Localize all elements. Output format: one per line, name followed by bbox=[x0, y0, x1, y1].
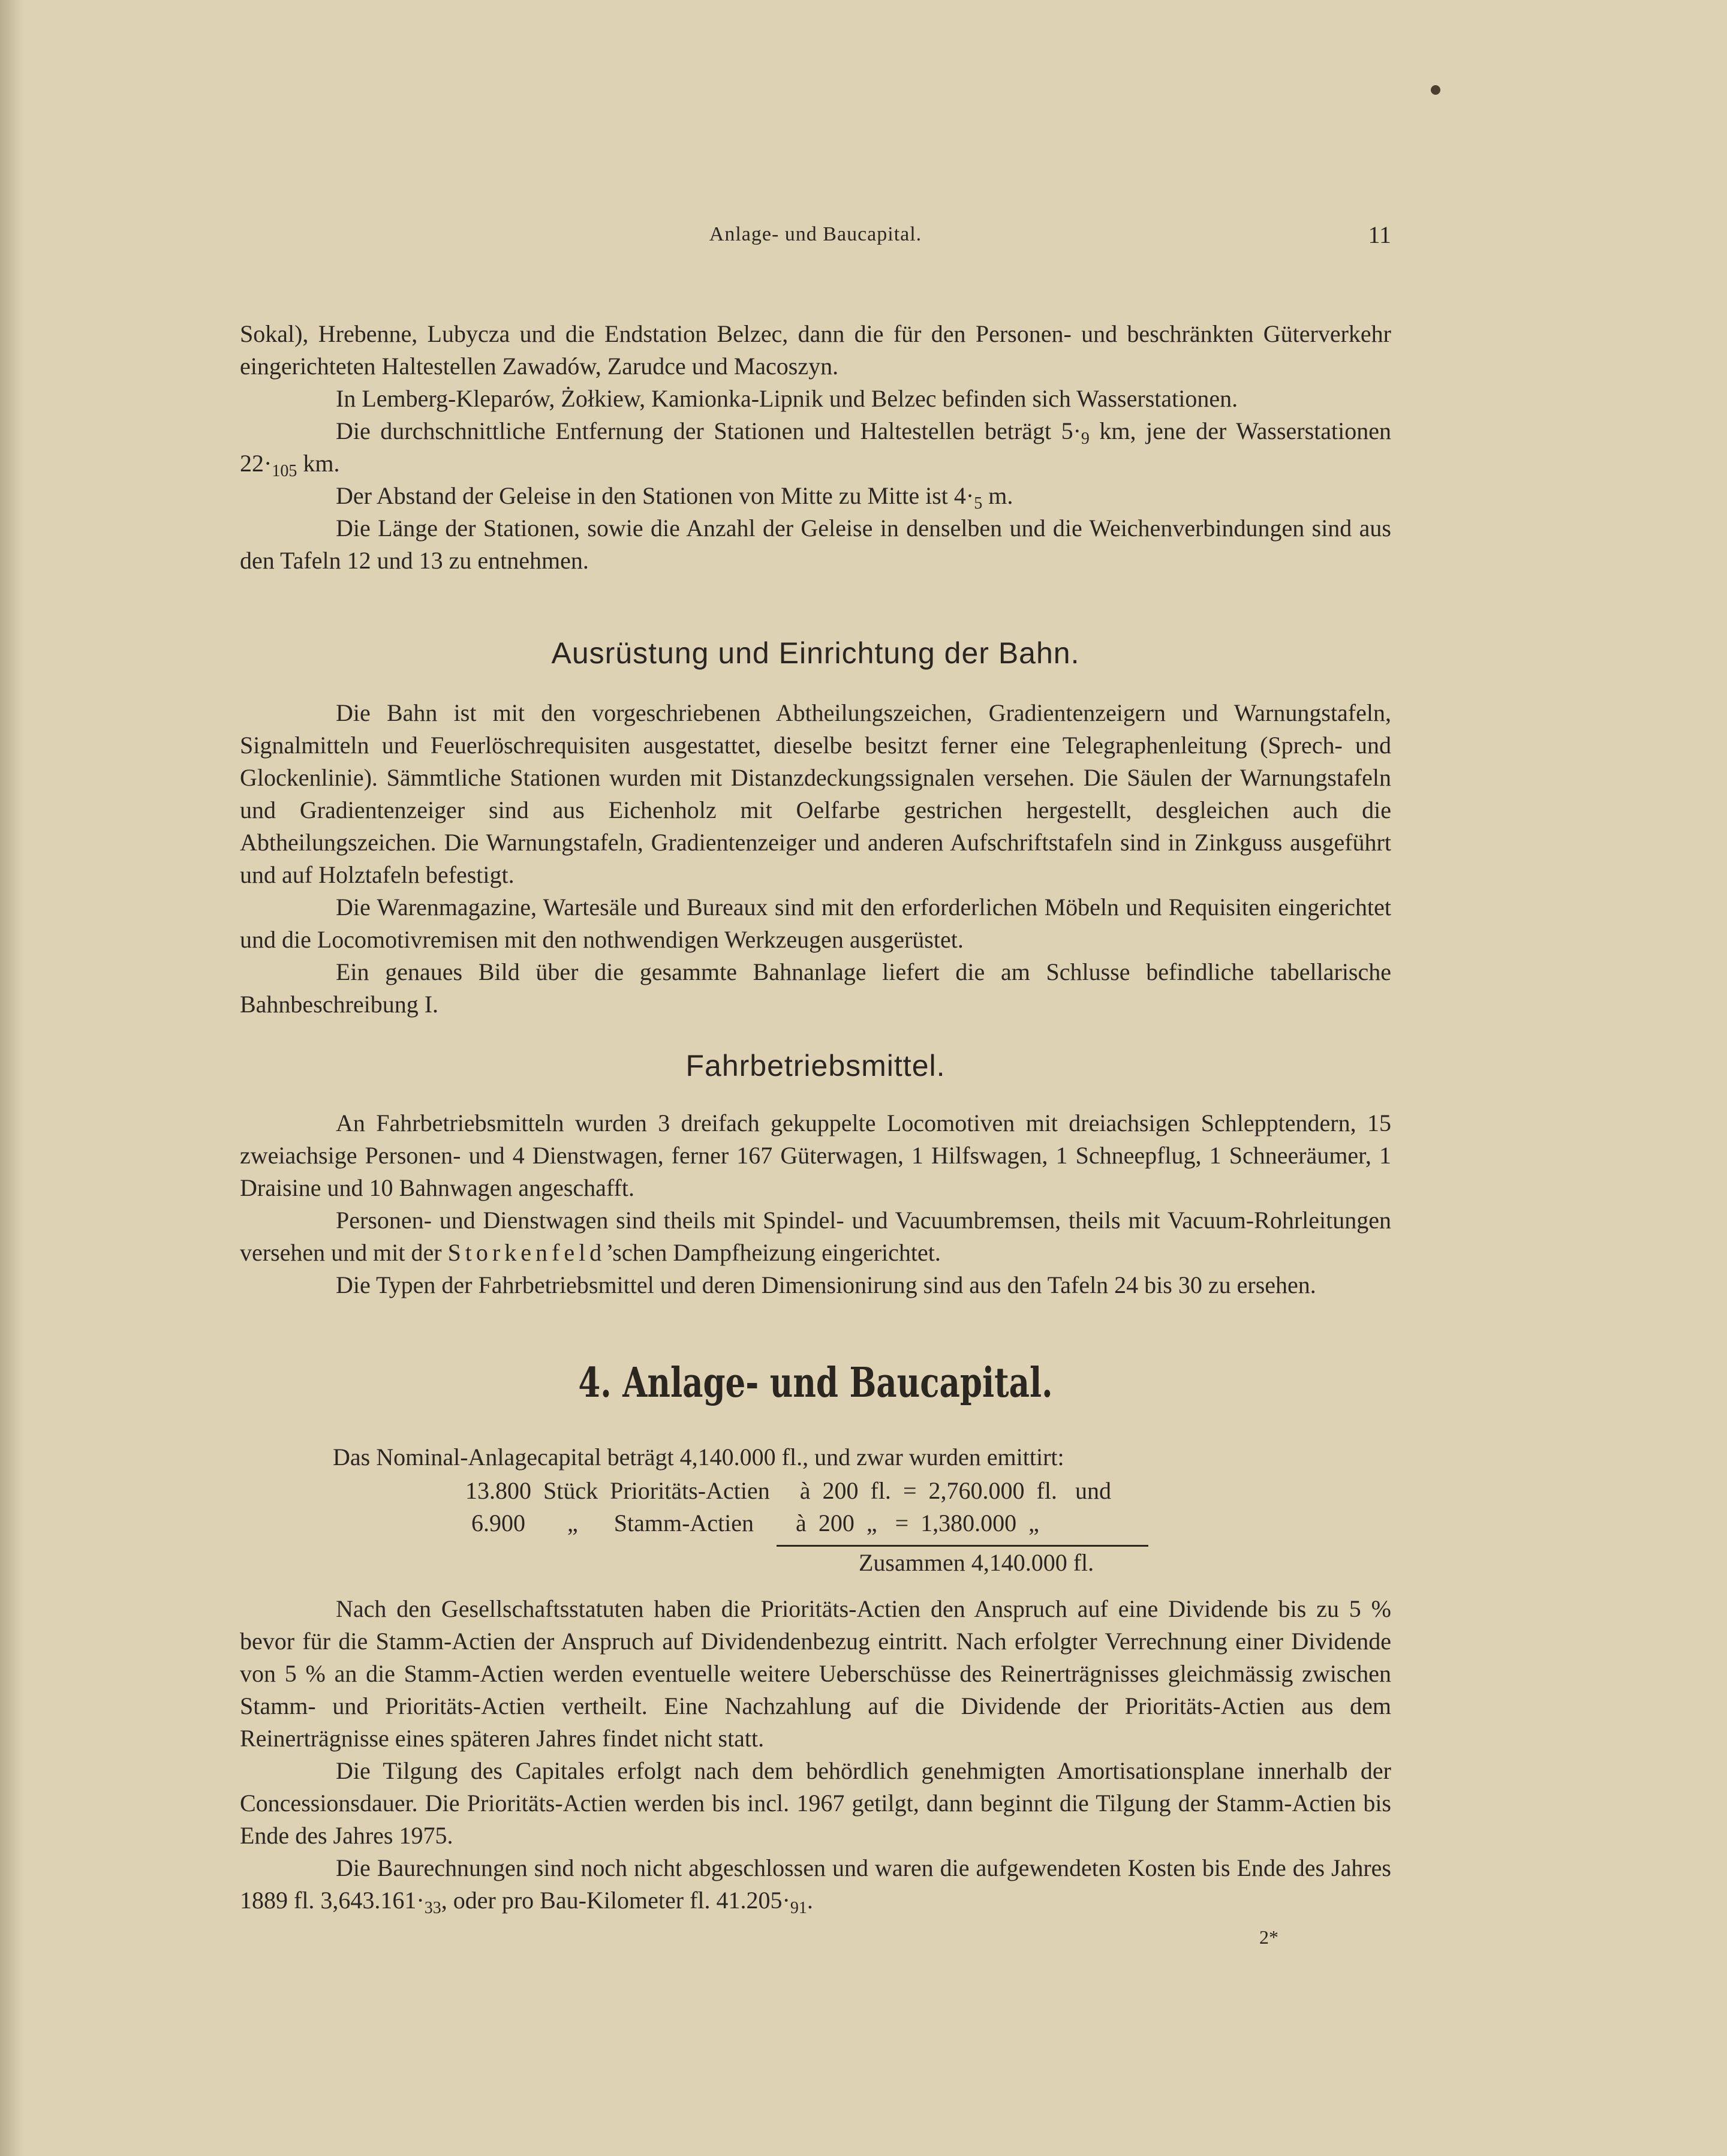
paragraph: Ein genaues Bild über die gesammte Bahnanlage liefert die am Schlusse befindliche tabellarische Bahnbeschreibung I. bbox=[240, 958, 1391, 1018]
paragraph: Die Bahn ist mit den vorgeschriebenen Abtheilungszeichen, Gradientenzeigern und Warnungstafeln, Signalmitteln und Feuerlöschrequisiten ausgestattet, dieselbe besitzt ferner eine Telegraphenleitung (Sprech- und Glockenlinie). Sämmtliche Stationen wurden mit Distanzdeckungssignalen versehen. Die Säulen der Warnungstafeln und Gradientenzeiger sind aus Eichenholz mit Oelfarbe gestrichen hergestellt, desgleichen auch die Abtheilungszeichen. Die Warnungstafeln, Gradientenzeiger und anderen Aufschriftstafeln sind in Zinkguss ausgeführt und auf Holztafeln befestigt. bbox=[240, 699, 1391, 888]
paragraph: Die Typen der Fahrbetriebsmittel und deren Dimensionirung sind aus den Tafeln 24 bis 30 zu ersehen. bbox=[336, 1271, 1316, 1298]
chapter-title: 4. Anlage- und Baucapital. bbox=[578, 1359, 1053, 1407]
equals: = bbox=[902, 1477, 917, 1504]
price: 200 bbox=[822, 1477, 859, 1504]
type: Stamm-Actien bbox=[613, 1509, 754, 1536]
text-span: Die durchschnittliche Entfernung der Stationen und Haltestellen beträgt 5· bbox=[336, 417, 1081, 444]
subscript: 9 bbox=[1081, 429, 1090, 448]
text-span: km, jene der Wasserstationen 22· bbox=[240, 417, 1391, 477]
text-span: Personen- und Dienstwagen sind theils mit Spindel- und Vacuumbremsen, theils mit Vacuum-Rohrleitungen versehen und mit der bbox=[240, 1207, 1391, 1266]
section-heading-rolling-stock: Fahrbetriebsmittel. bbox=[685, 1049, 946, 1082]
tail: und bbox=[1075, 1477, 1111, 1504]
capital-intro: Das Nominal-Anlagecapital beträgt 4,140.000 fl., und zwar wurden emittirt: bbox=[333, 1444, 1064, 1471]
subscript: 5 bbox=[974, 494, 983, 513]
text-span: km. bbox=[297, 450, 340, 477]
sum-label: Zusammen bbox=[859, 1549, 965, 1576]
paragraph bbox=[240, 1852, 1391, 1917]
subscript: 105 bbox=[272, 462, 297, 480]
subscript: 91 bbox=[790, 1899, 807, 1917]
page-edge bbox=[0, 0, 24, 2156]
type: Prioritäts-Actien bbox=[610, 1477, 770, 1504]
table-row bbox=[465, 1477, 1111, 1505]
price: 200 bbox=[818, 1509, 855, 1536]
table-row bbox=[471, 1509, 1039, 1537]
page-number: 11 bbox=[1368, 221, 1391, 248]
intro-text bbox=[240, 318, 1391, 577]
qty: 13.800 bbox=[465, 1477, 531, 1504]
unit: Stück bbox=[543, 1477, 598, 1504]
total-currency: „ bbox=[1028, 1509, 1039, 1536]
at: à bbox=[799, 1477, 811, 1504]
paragraph: Nach den Gesellschaftsstatuten haben die Prioritäts-Actien den Anspruch auf eine Dividende bis zu 5 % bevor für die Stamm-Actien der Anspruch auf Dividendenbezug eintritt. Nach erfolgter Verrechnung einer Dividende von 5 % an die Stamm-Actien werden eventuelle weitere Ueberschüsse des Reinerträgnisses gleichmässig zwischen Stamm- und Prioritäts-Actien vertheilt. Eine Nachzahlung auf die Dividende der Prioritäts-Actien aus dem Reinerträgnisse eines späteren Jahres findet nicht statt. bbox=[240, 1595, 1391, 1752]
spaced-name: Storkenfeld bbox=[447, 1239, 606, 1266]
text-span: Die Baurechnungen sind noch nicht abgeschlossen und waren die aufgewendeten Kosten bis Ende des Jahres 1889 fl. 3,643.161· bbox=[240, 1854, 1391, 1914]
page-header bbox=[240, 223, 1391, 253]
paragraph: In Lemberg-Kleparów, Żołkiew, Kamionka-Lipnik und Belzec befinden sich Wasserstationen. bbox=[336, 385, 1238, 412]
rolling-stock-text bbox=[240, 1107, 1391, 1301]
paragraph: Die Tilgung des Capitales erfolgt nach dem behördlich genehmigten Amortisationsplane innerhalb der Concessionsdauer. Die Prioritäts-Actien werden bis incl. 1967 getilgt, dann beginnt die Tilgung der Stamm-Actien bis Ende des Jahres 1975. bbox=[240, 1757, 1391, 1849]
subscript: 33 bbox=[424, 1899, 441, 1917]
at: à bbox=[796, 1509, 807, 1536]
paragraph bbox=[240, 1204, 1391, 1269]
equipment-text bbox=[240, 697, 1391, 1021]
total-currency: fl. bbox=[1036, 1477, 1057, 1504]
paragraph: An Fahrbetriebsmitteln wurden 3 dreifach gekuppelte Locomotiven mit dreiachsigen Schlepptendern, 15 zweiachsige Personen- und 4 Dienstwagen, ferner 167 Güterwagen, 1 Hilfswagen, 1 Schneepflug, 1 Schneeräumer, 1 Draisine und 10 Bahnwagen angeschafft. bbox=[240, 1109, 1391, 1201]
running-title: Anlage- und Baucapital. bbox=[709, 223, 922, 245]
currency: fl. bbox=[870, 1477, 891, 1504]
ink-speck bbox=[1431, 85, 1440, 95]
sum-rule bbox=[777, 1545, 1148, 1547]
capital-text bbox=[240, 1593, 1391, 1917]
sum-value: 4,140.000 fl. bbox=[971, 1549, 1094, 1576]
paragraph bbox=[240, 480, 1391, 512]
paragraph: Die Warenmagazine, Wartesäle und Bureaux sind mit den erforderlichen Möbeln und Requisiten eingerichtet und die Locomotivremisen mit den nothwendigen Werkzeugen ausgerüstet. bbox=[240, 894, 1391, 953]
text-span: , oder pro Bau-Kilometer fl. 41.205· bbox=[441, 1887, 790, 1914]
text-span: m. bbox=[982, 482, 1013, 509]
text-span: Der Abstand der Geleise in den Stationen von Mitte zu Mitte ist 4· bbox=[336, 482, 974, 509]
sum-row bbox=[859, 1548, 1094, 1577]
total: 1,380.000 bbox=[920, 1509, 1017, 1536]
unit: „ bbox=[567, 1509, 578, 1536]
text-span: ’schen Dampfheizung eingerichtet. bbox=[606, 1239, 941, 1266]
paragraph bbox=[240, 415, 1391, 480]
qty: 6.900 bbox=[471, 1509, 525, 1536]
currency: „ bbox=[866, 1509, 877, 1536]
text-span: . bbox=[807, 1887, 813, 1914]
signature-mark: 2* bbox=[1259, 1926, 1278, 1948]
total: 2,760.000 bbox=[928, 1477, 1025, 1504]
paragraph: Sokal), Hrebenne, Lubycza und die Endstation Belzec, dann die für den Personen- und beschränkten Güterverkehr eingerichteten Haltestellen Zawadów, Zarudce und Macoszyn. bbox=[240, 320, 1391, 380]
equals: = bbox=[895, 1509, 909, 1536]
section-heading-equipment: Ausrüstung und Einrichtung der Bahn. bbox=[551, 636, 1080, 670]
paragraph: Die Länge der Stationen, sowie die Anzahl der Geleise in denselben und die Weichenverbindungen sind aus den Tafeln 12 und 13 zu entnehmen. bbox=[240, 515, 1391, 574]
